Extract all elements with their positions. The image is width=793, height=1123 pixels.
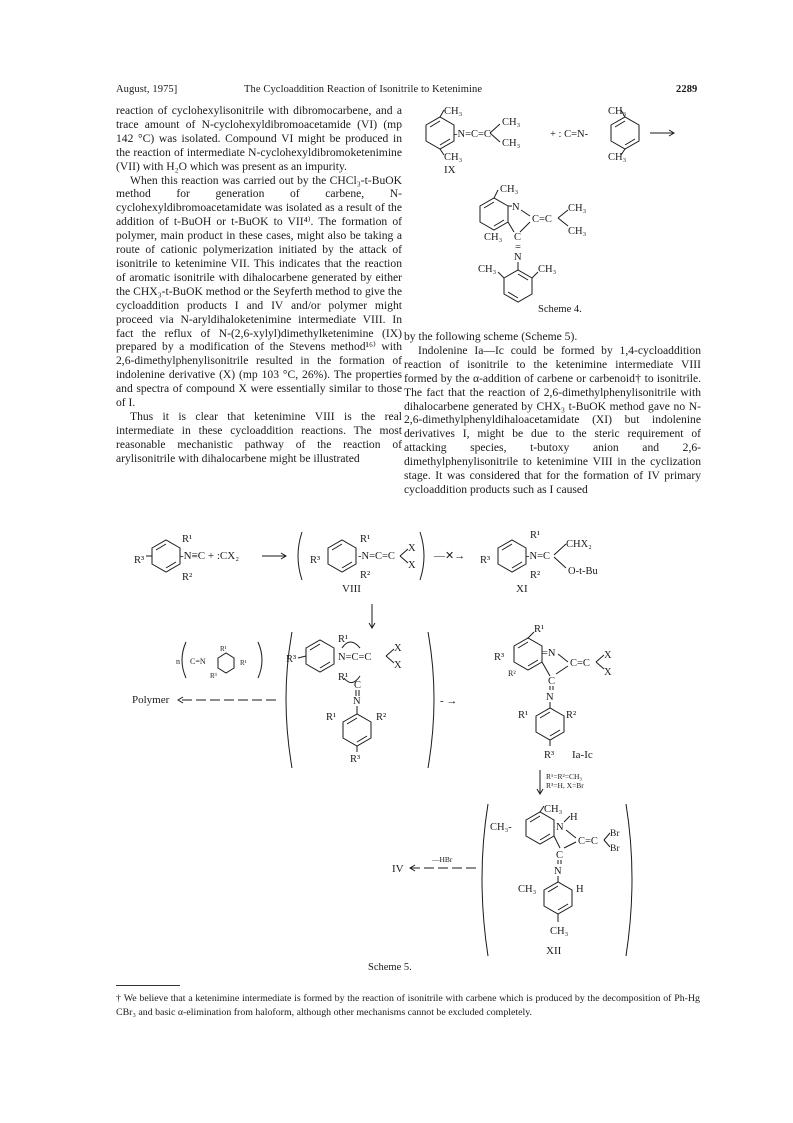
hydrogen-label: H (570, 812, 578, 823)
substituent-label: R¹ (530, 530, 541, 541)
bond (400, 549, 408, 556)
compound-label: XII (546, 945, 562, 957)
substituent-label: R¹ (338, 672, 349, 683)
carbon-label: C (514, 232, 522, 243)
right-column (404, 330, 701, 497)
product-label: IV (392, 863, 404, 875)
methyl-label: CH₃ (544, 804, 563, 815)
bracket (286, 632, 292, 768)
methyl-label: CH₃ (444, 106, 463, 117)
dashed-arrow: - → (440, 695, 458, 707)
methyl-label: CH₃- (490, 822, 512, 833)
ketenimine-fragment: -N=C=C (454, 129, 491, 140)
halogen-label: X (394, 643, 402, 654)
benzene-ring (343, 714, 371, 746)
bond (554, 557, 566, 568)
bracket (420, 532, 424, 580)
reaction-condition: R³=H, X=Br (546, 781, 584, 790)
bond (298, 656, 306, 658)
footnote-rule (116, 985, 180, 986)
bond (386, 649, 394, 656)
halogen-label: X (408, 543, 416, 554)
methyl-label: CH₃ (484, 232, 503, 243)
substituent-label: R³ (210, 672, 217, 680)
ring-nitrogen: N (512, 202, 520, 213)
benzene-ring (514, 638, 542, 670)
benzene-ring (504, 270, 532, 302)
substituent-label: R³ (480, 555, 491, 566)
nitrogen-label: N (353, 696, 361, 707)
halogen-label: X (408, 560, 416, 571)
carbon-label: C (354, 680, 362, 691)
bracket (626, 804, 632, 956)
substituent-label: R² (376, 712, 387, 723)
benzene-ring (426, 117, 454, 149)
running-header-title: The Cycloaddition Reaction of Isonitrile to Ketenimine (244, 84, 483, 95)
substituent-label: R³ (494, 652, 505, 663)
bracket (298, 532, 302, 580)
bond (596, 655, 604, 662)
substituent-label: R¹ (338, 634, 349, 645)
bracket (428, 632, 434, 768)
compound-label: XI (516, 583, 528, 595)
bromine-label: Br (610, 844, 620, 854)
substituent-label: R² (360, 570, 371, 581)
substituent-label: R³ (286, 654, 297, 665)
substituent-label: R² (566, 710, 577, 721)
bond (554, 836, 560, 848)
ring-nitrogen: N (556, 822, 564, 833)
bond (558, 210, 568, 218)
ketene-carbons: C=C (570, 658, 590, 669)
substituent-label: R¹ (220, 645, 227, 653)
paragraph: reaction of cyclohexylisonitrile with dibromocarbene, and a trace amount of N-cyclohexyldibromoacetamide (VI) (mp 142 °C) was isolated. Compound VI might be produced in the reaction of intermediate N-cyclohexyldibromoketenimine (VII) with H₂O which was present as an impurity. (116, 104, 402, 173)
methyl-label: CH₃ (550, 926, 569, 937)
ketenimine-fragment: -N=C=C (358, 551, 395, 562)
paragraph: by the following scheme (Scheme 5). (404, 330, 578, 343)
scheme-4-figure (404, 100, 704, 320)
scheme-caption: Scheme 5. (368, 962, 412, 973)
paragraph: Thus it is clear that ketenimine VIII is the real intermediate in these cycloaddition reactions. The most reasonable mechanistic pathway of the reaction of arylisonitrile with dihalocarbene might be illustrated (116, 409, 402, 465)
halogen-label: X (604, 667, 612, 678)
polymer-unit: C=N (190, 657, 206, 666)
scheme-caption: Scheme 4. (538, 304, 582, 315)
methyl-label: CH₃ (500, 184, 519, 195)
substituent-label: R¹ (240, 659, 247, 667)
imidate-fragment: -N=C (526, 551, 551, 562)
bond (596, 662, 604, 669)
methyl-label: CH₃ (568, 226, 587, 237)
methyl-label: CH₃ (608, 152, 627, 163)
substituent-label: R³ (134, 555, 145, 566)
nitrogen-label: N (554, 866, 562, 877)
paragraph: Indolenine Ia—Ic could be formed by 1,4-cycloaddition reaction of isonitrile to the ketenimine intermediate VIII formed by the α-addition of carbene or carbenoid† to isonitrile. The fact that the reaction of 2,6-dimethylphenylisonitrile with dihalocarbene generated by CHX₃ t-BuOK method gave no N-2,6-dimethylphenyldihaloacetamidate (XI) but indolenine derivatives I, might be due to the steric requirement of attacking species, t-butoxy anion and 2,6-dimethylphenylisonitrile to ketenimine VIII in the cyclization stage. It was considered that for the formation of IV primary cycloaddition products such as I caused (404, 343, 701, 496)
footnote: † We believe that a ketenimine intermediate is formed by the reaction of isonitrile with carbene which is produced by the decomposition of Ph-Hg CBr₃ and basic α-elimination from haloform, although other mechanisms cannot be excluded completely. (116, 993, 700, 1018)
reaction-condition: —HBr (432, 855, 453, 864)
bond (494, 190, 498, 198)
benzene-ring (544, 882, 572, 914)
benzene-ring (218, 653, 234, 673)
substituent-label: R² (182, 572, 193, 583)
imine-nitrogen: N (514, 252, 522, 263)
methyl-label: CH₃ (608, 106, 627, 117)
bond (498, 272, 504, 278)
isonitrile-fragment: + : C=N- (550, 129, 589, 140)
dihalomethyl-label: CHX₂ (566, 539, 592, 550)
bond (490, 124, 500, 133)
benzene-ring (498, 540, 526, 572)
polymer-index: n (176, 657, 180, 666)
bond (508, 222, 514, 232)
methyl-label: CH₃ (518, 884, 537, 895)
paragraph: When this reaction was carried out by the CHCl₃-t-BuOK method for generation of carbene, N-cyclohexyldibromoacetamidate was isolated as a result of the addition of t-BuOH or t-BuOK to VII⁴⁾. The formation of polymer, main product in these cases, might also be taking a route of cationic polymerization initiated by the attack of isonitrile to ketenimine VII. This indicates that the reaction of aromatic isonitrile with dihalocarbene generated by either the CHX₃-t-BuOK method or the Seyferth method to give the cycloaddition products I and IV and/or polymer might proceed via N-aryldihaloketenimine intermediate VIII. In fact the reflux of N-(2,6-xylyl)dimethylketenimine (IX) prepared by a modification of the Stevens method¹⁶⁾ with 2,6-dimethylphenylisonitrile resulted in the formation of indolenine derivative (X) (mp 103 °C, 26%). The properties and spectra of compound X were essentially similar to those of I. (116, 173, 402, 410)
bond (542, 662, 550, 676)
methyl-label: CH₃ (502, 138, 521, 149)
bond (490, 133, 500, 142)
methyl-label: CH₃ (478, 264, 497, 275)
substituent-label: R¹ (360, 534, 371, 545)
substituent-label: R² (508, 669, 516, 678)
bond (386, 656, 394, 663)
benzene-ring (480, 198, 508, 230)
bracket (258, 642, 262, 678)
substituent-label: R¹ (182, 534, 193, 545)
reaction-condition: R¹=R²=CH₃ (546, 772, 582, 781)
running-header-date: August, 1975] (116, 84, 178, 95)
methyl-label: CH₃ (568, 203, 587, 214)
ring-nitrogen: =N (542, 648, 556, 659)
methyl-label: CH₃ (444, 152, 463, 163)
double-bond: = (515, 242, 521, 253)
compound-label: Ia-Ic (572, 749, 593, 761)
blocked-arrow: —✕→ (434, 550, 466, 562)
left-column (116, 104, 402, 466)
benzene-ring (536, 708, 564, 740)
compound-label: IX (444, 164, 456, 176)
benzene-ring (152, 540, 180, 572)
benzene-ring (306, 640, 334, 672)
substituent-label: R² (530, 570, 541, 581)
methyl-label: CH₃ (502, 117, 521, 128)
ketenimine-fragment: N=C=C (338, 652, 372, 663)
substituent-label: R¹ (518, 710, 529, 721)
bond (521, 210, 530, 216)
scheme-5-figure (116, 528, 696, 976)
bond (520, 222, 530, 232)
product-label: Polymer (132, 694, 170, 706)
bond (554, 544, 566, 555)
tert-butoxy-label: O-t-Bu (568, 566, 598, 577)
halogen-label: X (394, 660, 402, 671)
carbon-label: C (556, 850, 564, 861)
substituent-label: R³ (310, 555, 321, 566)
substituent-label: R¹ (326, 712, 337, 723)
bond (566, 830, 576, 838)
nitrogen-label: N (546, 692, 554, 703)
benzene-ring (526, 812, 554, 844)
benzene-ring (611, 117, 639, 149)
halogen-label: X (604, 650, 612, 661)
bracket (482, 804, 488, 956)
substituent-label: R³ (544, 750, 555, 761)
benzene-ring (328, 540, 356, 572)
bromine-label: Br (610, 829, 620, 839)
bond (558, 654, 568, 662)
hydrogen-label: H (576, 884, 584, 895)
isonitrile-plus-carbene: -N≡C + :CX₂ (180, 550, 240, 562)
bond (558, 218, 568, 226)
ketene-carbons: C=C (578, 836, 598, 847)
methyl-label: CH₃ (538, 264, 557, 275)
bond (400, 556, 408, 563)
carbon-label: C (548, 676, 556, 687)
substituent-label: R³ (350, 754, 361, 765)
bond (556, 666, 568, 674)
ketene-carbons: C=C (532, 214, 552, 225)
page-number: 2289 (676, 84, 698, 95)
substituent-label: R¹ (534, 624, 545, 635)
bond (564, 842, 576, 848)
bracket (182, 642, 186, 678)
compound-label: VIII (342, 583, 361, 595)
